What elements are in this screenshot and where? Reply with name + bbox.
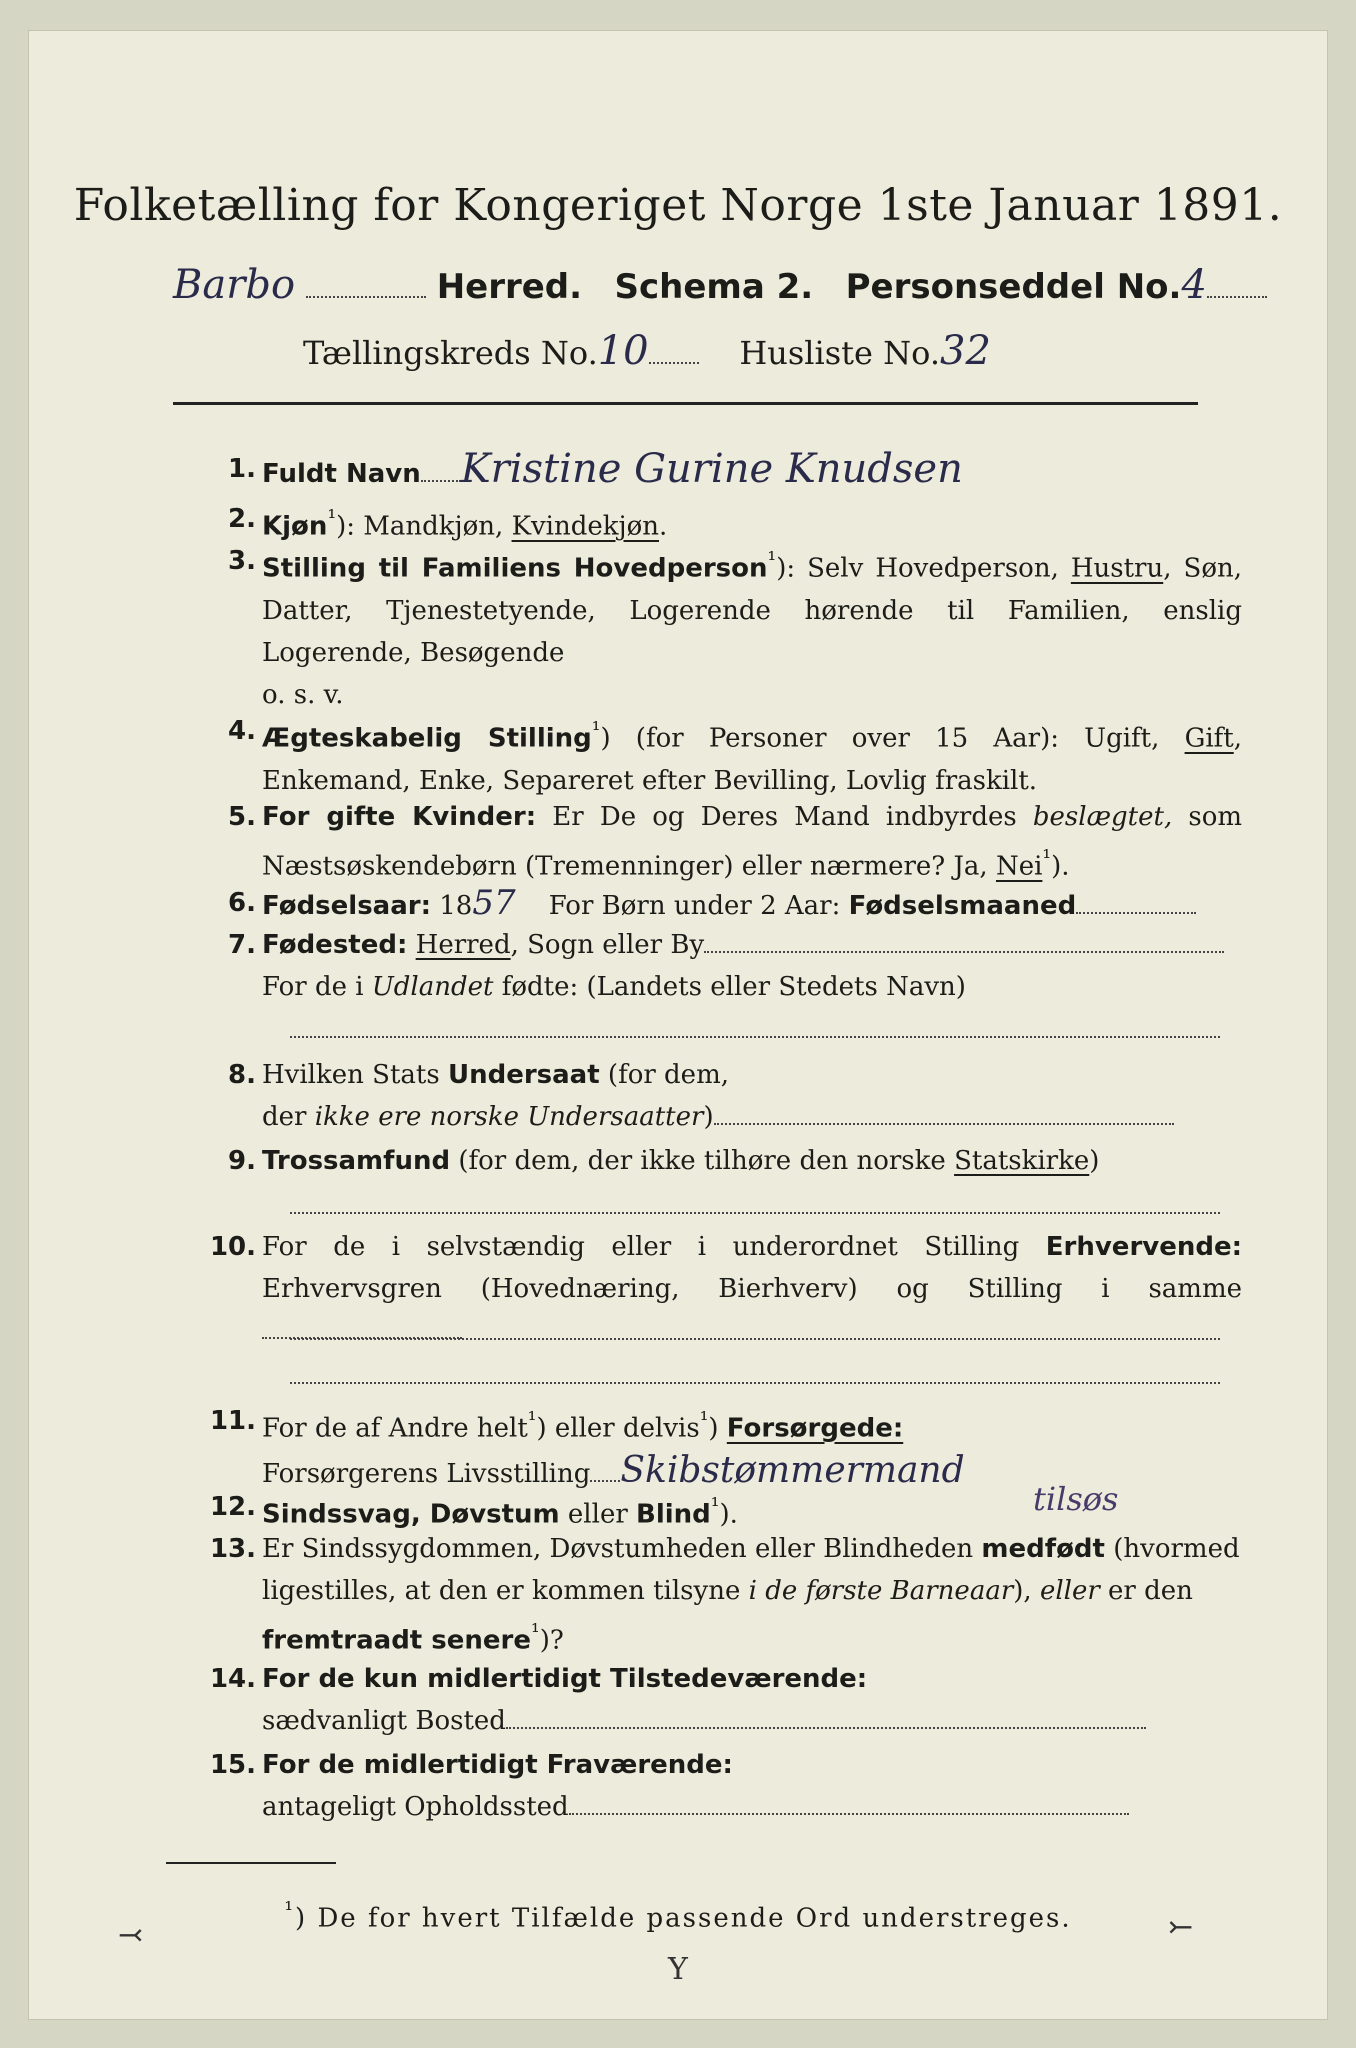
dotted-leader — [506, 1704, 1146, 1729]
item-text-line: For de i selvstændig eller i underordnet Stilling — [262, 1232, 1046, 1262]
item-text-line: antageligt Opholdssted — [262, 1792, 569, 1822]
item-italic: Udlandet — [371, 972, 494, 1002]
item-label: Sindssvag, Døvstum — [262, 1499, 560, 1530]
item-label: Fødested: — [262, 930, 408, 960]
dotted-leader — [704, 928, 1224, 953]
year-prefix: 18 — [439, 891, 473, 921]
item-label: fremtraadt senere — [262, 1625, 532, 1656]
item-text-line: For de af Andre helt — [262, 1413, 528, 1444]
item-options: ): Mandkjøn, — [336, 511, 512, 542]
item-number: 1. — [228, 454, 256, 484]
dotted-answer-line — [290, 1212, 1220, 1214]
item-number: 3. — [228, 546, 256, 576]
item-text-line: ) eller delvis — [536, 1413, 700, 1444]
item-text-line: ), — [1013, 1576, 1040, 1606]
item-end: ). — [1051, 851, 1070, 882]
item-text-line: (hvormed ligestilles, at den er kommen tilsyne — [262, 1534, 1240, 1606]
underlined-option: Forsørgede: — [726, 1413, 904, 1444]
item-number: 12. — [209, 1492, 256, 1522]
herred-label: Herred. — [436, 267, 583, 307]
item-number: 9. — [228, 1146, 256, 1176]
dotted-answer-line — [290, 1382, 1220, 1384]
husliste-value: 32 — [940, 328, 991, 374]
item-text-line: For de i — [262, 972, 372, 1002]
item-italic: i de første Barneaar — [748, 1576, 1014, 1606]
item-number: 8. — [228, 1060, 256, 1090]
item-italic: ikke ere norske Undersaatter — [314, 1102, 704, 1132]
item-text-line: Erhvervsgren (Hovednæring, Bierhverv) og Stilling i samme — [262, 1274, 1242, 1304]
item-label: Fuldt Navn — [262, 459, 421, 489]
footnote-mark: ¹ — [531, 1620, 540, 1645]
footnote-mark: ¹ — [527, 1408, 537, 1433]
item-text — [262, 796, 1242, 888]
item-label: Undersaat — [447, 1060, 600, 1090]
item-label: Erhvervende: — [1045, 1232, 1242, 1262]
item-text — [262, 448, 1242, 495]
item-options: ) (for Personer over 15 Aar): Ugift, — [600, 723, 1185, 754]
item-text — [262, 540, 1242, 716]
item-options: For Børn under 2 Aar: — [548, 891, 841, 921]
footnote-mark: ¹ — [591, 718, 601, 743]
item-italic: eller — [1039, 1576, 1100, 1606]
underlined-option: Nei — [995, 851, 1043, 882]
dotted-leader — [306, 265, 426, 298]
item-label: For de midlertidigt Fraværende: — [262, 1750, 733, 1780]
birth-year-value: 57 — [472, 883, 516, 923]
item-options: ): Selv Hovedperson, — [776, 553, 1071, 584]
full-name-value: Kristine Gurine Knudsen — [460, 446, 963, 492]
item-text-line: Forsørgerens Livsstilling — [262, 1458, 591, 1489]
underlined-option: Kvindekjøn — [511, 511, 659, 542]
header-rule — [173, 402, 1198, 405]
item-end: ) — [703, 1102, 714, 1132]
item-label: Blind — [636, 1499, 711, 1530]
item-text-line: Er Sindssygdommen, Døvstumheden eller Blindheden — [262, 1534, 982, 1564]
item-text-line: er den — [1099, 1576, 1193, 1606]
form-title: Folketælling for Kongeriget Norge 1ste Januar 1891. — [73, 180, 1283, 231]
footnote-rule — [166, 1862, 336, 1864]
census-form-sheet — [28, 30, 1328, 2020]
personseddel-value: 4 — [1181, 262, 1207, 308]
item-text — [262, 924, 1242, 1008]
item-end: )? — [539, 1625, 564, 1656]
underlined-option: Statskirke — [954, 1146, 1090, 1176]
handwritten-note: tilsøs — [1033, 1480, 1119, 1518]
item-label: Fødselsaar: — [262, 891, 431, 921]
footnote-mark: ¹ — [699, 1408, 709, 1433]
item-end: ) — [1089, 1146, 1100, 1176]
item-number: 7. — [228, 930, 256, 960]
footnote-mark: ¹ — [327, 506, 337, 531]
item-italic: beslægtet, — [1032, 802, 1173, 832]
footnote-text: ) De for hvert Tilfælde passende Ord understreges. — [295, 1903, 1072, 1934]
item-number: 10. — [209, 1232, 256, 1262]
underlined-option: Hustru — [1070, 553, 1164, 584]
item-number: 4. — [228, 716, 256, 746]
registration-mark: ⤚ — [1168, 1910, 1194, 1945]
dotted-answer-line — [290, 1036, 1220, 1038]
footnote-mark: ¹ — [767, 548, 777, 573]
item-text — [262, 1226, 1242, 1352]
item-label: medfødt — [981, 1534, 1105, 1564]
item-options: , Sogn eller By — [510, 930, 705, 960]
item-options: som Næstsøskendebørn (Tremenninger) eller nærmere? Ja, — [262, 802, 1243, 882]
item-text-line: Hvilken Stats — [262, 1060, 448, 1090]
item-text — [262, 710, 1242, 802]
footnote-mark: ¹ — [284, 1898, 296, 1923]
item-text — [262, 1744, 1242, 1828]
item-options: , Enkemand, Enke, Separeret efter Bevilling, Lovlig fraskilt. — [262, 723, 1242, 796]
dotted-leader — [1207, 265, 1267, 298]
provider-occupation-value: Skibstømmermand — [620, 1449, 965, 1491]
item-number: 14. — [209, 1664, 256, 1694]
item-number: 11. — [209, 1406, 256, 1436]
item-label: Ægteskabelig Stilling — [262, 723, 592, 754]
item-text-line: eller — [559, 1499, 637, 1530]
item-text — [262, 1054, 1242, 1138]
dotted-leader — [714, 1100, 1174, 1125]
item-options: (for dem, der ikke tilhøre den norske — [450, 1146, 955, 1176]
item-end: . — [658, 511, 668, 542]
dotted-leader — [421, 457, 461, 482]
item-options: , Søn, Datter, Tjenestetyende, Logerende hørende til Familien, enslig Logerende, Besøgende — [262, 553, 1242, 668]
item-text — [262, 1140, 1242, 1182]
item-label: Trossamfund — [262, 1146, 451, 1176]
item-text — [262, 1528, 1242, 1662]
kreds-label: Tællingskreds No. — [303, 334, 598, 372]
item-text-line: der — [262, 1102, 315, 1132]
item-number: 15. — [209, 1750, 256, 1780]
item-text-line: ) — [708, 1413, 727, 1444]
item-end: ). — [719, 1499, 738, 1530]
item-text-line: fødte: (Landets eller Stedets Navn) — [493, 972, 966, 1002]
footnote-mark: ¹ — [710, 1494, 720, 1519]
herred-line — [173, 262, 1267, 308]
item-number: 13. — [209, 1534, 256, 1564]
dotted-leader — [1076, 889, 1196, 914]
kreds-line — [303, 328, 991, 374]
registration-mark: Y — [668, 1952, 688, 1987]
schema-label: Schema 2. — [614, 267, 814, 307]
registration-mark: ⤙ — [118, 1918, 144, 1953]
item-label: Stilling til Familiens Hovedperson — [262, 553, 768, 584]
item-label: Kjøn — [262, 511, 328, 542]
item-text — [262, 1658, 1242, 1742]
item-label: Fødselsmaaned — [848, 891, 1077, 921]
item-label: For de kun midlertidigt Tilstedeværende: — [262, 1664, 868, 1694]
footnote-mark: ¹ — [1042, 846, 1052, 871]
underlined-option: Gift — [1184, 723, 1234, 754]
footnote — [28, 1898, 1328, 1934]
item-text — [262, 882, 1242, 927]
item-options: Er De og Deres Mand indbyrdes — [536, 802, 1033, 832]
dotted-answer-line — [290, 1338, 1220, 1340]
personseddel-label: Personseddel No. — [845, 267, 1182, 307]
item-text-line: sædvanligt Bosted — [262, 1706, 506, 1736]
kreds-value: 10 — [597, 328, 649, 374]
item-label: For gifte Kvinder: — [262, 802, 537, 832]
dotted-leader — [262, 1314, 462, 1339]
dotted-leader — [649, 333, 699, 364]
underlined-option: Herred — [415, 930, 511, 960]
item-text-line: (for dem, — [599, 1060, 729, 1090]
item-number: 2. — [228, 504, 256, 534]
item-number: 6. — [228, 888, 256, 918]
dotted-leader — [569, 1790, 1129, 1815]
item-number: 5. — [228, 802, 256, 832]
item-osv: o. s. v. — [262, 679, 344, 710]
item-1 — [196, 448, 1236, 498]
husliste-label: Husliste No. — [739, 334, 940, 372]
dotted-leader — [590, 1456, 620, 1481]
herred-value: Barbo — [173, 262, 296, 308]
